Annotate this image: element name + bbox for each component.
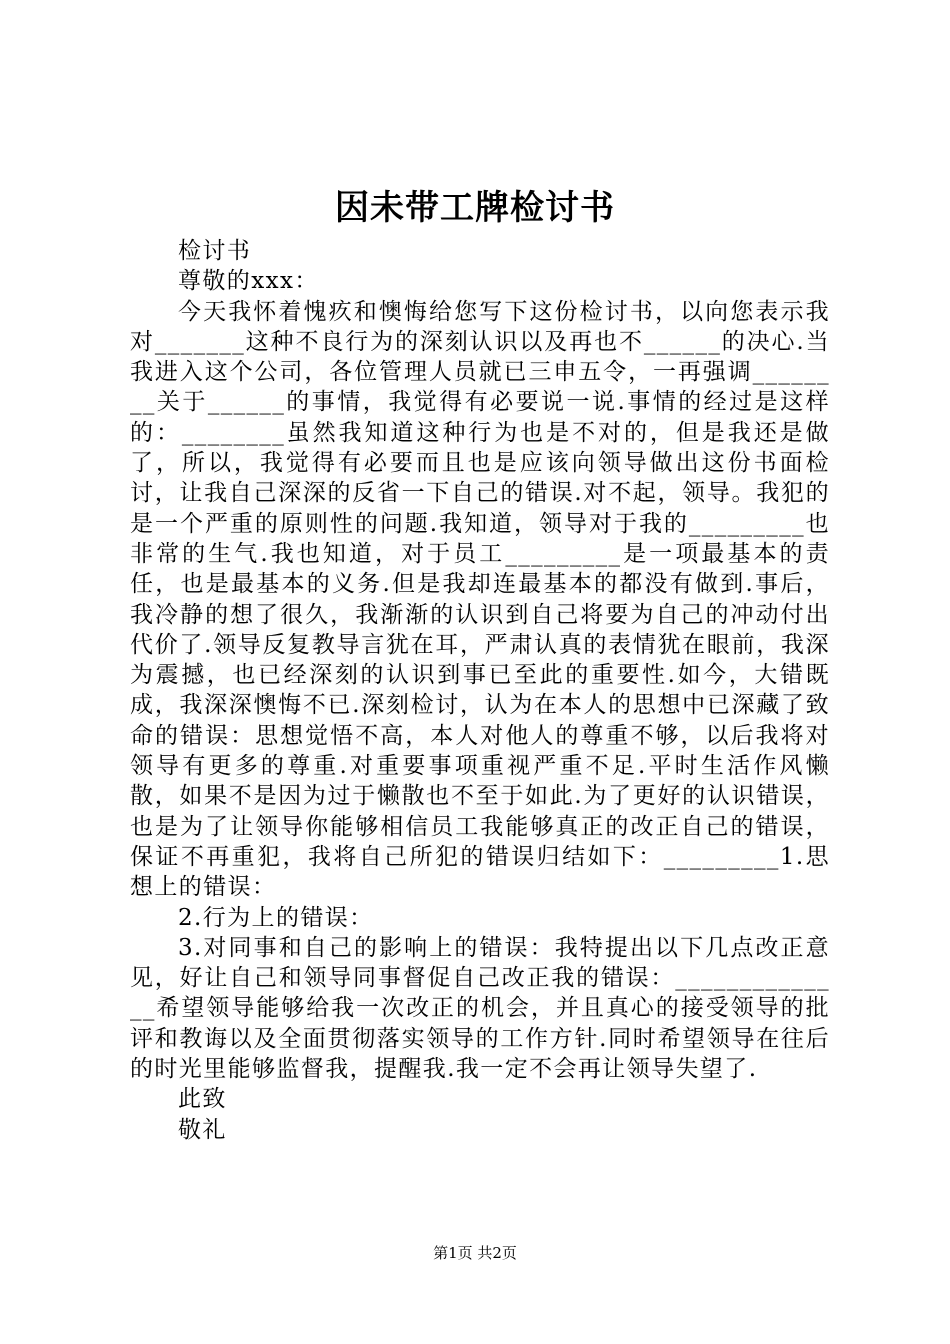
paragraph-heading: 检讨书 <box>178 238 252 264</box>
paragraph-regards: 敬礼 <box>178 1116 227 1143</box>
paragraph-item-3: 3.对同事和自己的影响上的错误：我特提出以下几点改正意见，好让自己和领导同事督促自己改正我的错误：______________希望领导能够给我一次改正的机会，并且真心的接受领导的批评和教诲以及全面贯彻落实领导的工作方针.同时希望领导在往后的时光里能够监督我，提醒我.我一定不会再让领导失望了. <box>130 934 830 1083</box>
paragraph-item-2: 2.行为上的错误： <box>178 904 374 931</box>
document-title: 因未带工牌检讨书 <box>335 188 615 228</box>
paragraph-main: 今天我怀着愧疚和懊悔给您写下这份检讨书，以向您表示我对_______这种不良行为的深刻认识以及再也不______的决心.当我进入这个公司，各位管理人员就已三申五令，一再强调________关于______的事情，我觉得有必要说一说.事情的经过是这样的：________虽然我知道这种行为也是不对的，但是我还是做了，所以，我觉得有必要而且也是应该向领导做出这份书面检讨，让我自己深深的反省一下自己的错误.对不起，领导。我犯的是一个严重的原则性的问题.我知道，领导对于我的_________也非常的生气.我也知道，对于员工_________是一项最基本的责任，也是最基本的义务.但是我却连最基本的都没有做到.事后，我冷静的想了很久，我渐渐的认识到自己将要为自己的冲动付出代价了.领导反复教导言犹在耳，严肃认真的表情犹在眼前，我深为震撼，也已经深刻的认识到事已至此的重要性.如今，大错既成，我深深懊悔不已.深刻检讨，认为在本人的思想中已深藏了致命的错误：思想觉悟不高，本人对他人的尊重不够，以后我将对领导有更多的尊重.对重要事项重视严重不足.平时生活作风懒散，如果不是因为过于懒散也不至于如此.为了更好的认识错误，也是为了让领导你能够相信员工我能够真正的改正自己的错误，保证不再重犯，我将自己所犯的错误归结如下：_________1.思想上的错误： <box>130 298 830 901</box>
paragraph-salutation: 尊敬的xxx： <box>178 268 319 295</box>
paragraph-closing: 此致 <box>178 1086 227 1113</box>
document-body <box>130 236 830 1145</box>
page-number: 第1页 共2页 <box>433 1244 517 1262</box>
